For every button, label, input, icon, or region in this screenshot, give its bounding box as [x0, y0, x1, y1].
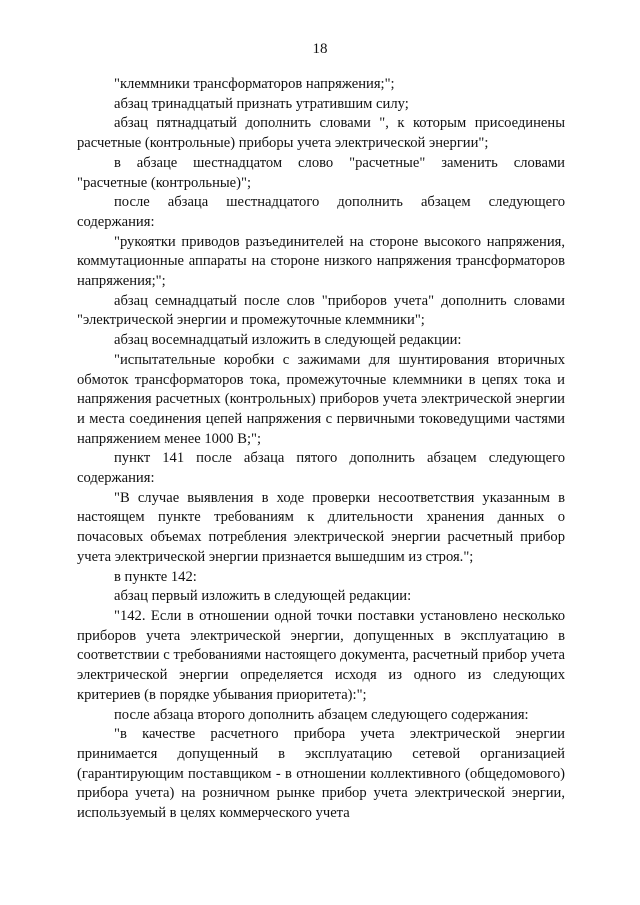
paragraph: "рукоятки приводов разъединителей на стороне высокого напряжения, коммутационные аппараты на стороне низкого напряжения трансформаторов напряжения;";: [77, 233, 565, 290]
document-body: [77, 75, 565, 824]
paragraph: абзац семнадцатый после слов "приборов учета" дополнить словами "электрической энергии и промежуточные клеммники";: [77, 292, 565, 329]
paragraph: "в качестве расчетного прибора учета электрической энергии принимается допущенный в эксплуатацию сетевой организацией (гарантирующим поставщиком - в отношении коллективного (общедомового) прибора учета) на розничном рынке прибор учета электрической энергии, используемый в целях коммерческого учета: [77, 726, 565, 822]
paragraph: "испытательные коробки с зажимами для шунтирования вторичных обмоток трансформаторов тока, промежуточные клеммники в цепях тока и напряжения расчетных (контрольных) приборов учета электрической энергии и места соединения цепей напряжения с первичными токоведущими частями напряжением менее 1000 В;";: [77, 351, 565, 447]
paragraph: абзац пятнадцатый дополнить словами ", к которым присоединены расчетные (контрольные) приборы учета электрической энергии";: [77, 115, 565, 152]
paragraph: в абзаце шестнадцатом слово "расчетные" заменить словами "расчетные (контрольные)";: [77, 154, 565, 191]
paragraph: "клеммники трансформаторов напряжения;";: [114, 76, 395, 92]
paragraph: абзац тринадцатый признать утратившим силу;: [114, 95, 409, 112]
paragraph: в пункте 142:: [114, 568, 197, 585]
paragraph: пункт 141 после абзаца пятого дополнить абзацем следующего содержания:: [77, 450, 565, 487]
paragraph: "142. Если в отношении одной точки поставки установлено несколько приборов учета электрической энергии, допущенных в эксплуатацию в соответствии с требованиями настоящего документа, расчетный прибор учета электрической энергии определяется исходя из одного из следующих критериев (в порядке убывания приоритета):";: [77, 607, 565, 703]
paragraph: "В случае выявления в ходе проверки несоответствия указанным в настоящем пункте требованиям к длительности хранения данных о почасовых объемах потребления электрической энергии расчетный прибор учета электрической энергии признается вышедшим из строя.";: [77, 489, 565, 565]
paragraph: после абзаца второго дополнить абзацем следующего содержания:: [114, 706, 529, 723]
page-number: 18: [312, 41, 328, 57]
paragraph: абзац восемнадцатый изложить в следующей редакции:: [114, 332, 462, 349]
paragraph: после абзаца шестнадцатого дополнить абзацем следующего содержания:: [77, 194, 565, 230]
paragraph: абзац первый изложить в следующей редакции:: [114, 588, 412, 605]
